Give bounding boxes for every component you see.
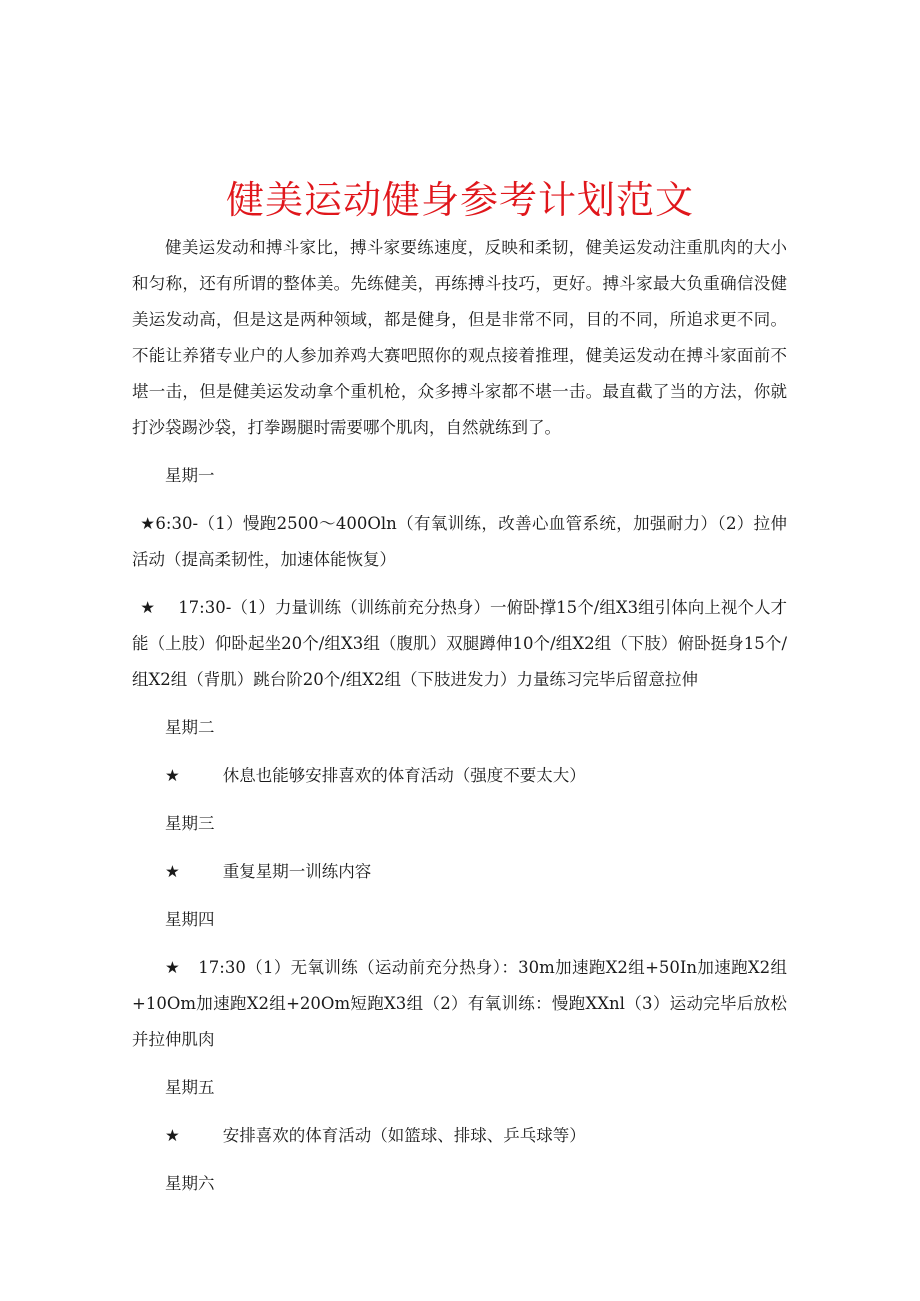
schedule-item (132, 758, 787, 794)
day-heading-wednesday: 星期三 (165, 814, 215, 833)
schedule-item (132, 950, 787, 1058)
schedule-item-text: 重复星期一训练内容 (222, 862, 372, 881)
day-heading-monday: 星期一 (165, 466, 215, 485)
star-icon: ★ (165, 1126, 180, 1145)
intro-paragraph: 健美运发动和搏斗家比，搏斗家要练速度，反映和柔韧，健美运发动注重肌肉的大小和匀称，还有所谓的整体美。先练健美，再练搏斗技巧，更好。搏斗家最大负重确信没健美运发动高，但是这是两种领域，都是健身，但是非常不同，目的不同，所追求更不同。不能让养猪专业户的人参加养鸡大赛吧照你的观点接着推理，健美运发动在搏斗家面前不堪一击，但是健美运发动拿个重机枪，众多搏斗家都不堪一击。最直截了当的方法，你就打沙袋踢沙袋，打拳踢腿时需要哪个肌肉，自然就练到了。 (132, 238, 787, 437)
document-title: 健美运动健身参考计划范文 (225, 178, 694, 222)
schedule-item (132, 854, 787, 890)
schedule-item-text: 6:30-（1）慢跑2500～400Oln（有氧训练，改善心血管系统，加强耐力）（2）拉伸活动（提高柔韧性，加速体能恢复） (132, 514, 787, 569)
star-icon: ★ (165, 958, 181, 977)
star-icon: ★ (165, 862, 180, 881)
star-icon: ★ (165, 766, 180, 785)
schedule-item-text: 17:30-（1）力量训练（训练前充分热身）一俯卧撑15个/组X3组引体向上视个人才能（上肢）仰卧起坐20个/组X3组（腹肌）双腿蹲伸10个/组X2组（下肢）俯卧挺身15个/组X2组（背肌）跳台阶20个/组X2组（下肢进发力）力量练习完毕后留意拉伸 (132, 598, 787, 689)
schedule-item-text: 安排喜欢的体育活动（如篮球、排球、乒乓球等） (222, 1126, 586, 1145)
schedule-item (132, 506, 787, 578)
schedule-item-text: 17:30（1）无氧训练（运动前充分热身）：30m加速跑X2组+50In加速跑X2组+10Om加速跑X2组+20Om短跑X3组（2）有氧训练：慢跑XXnl（3）运动完毕后放松并拉伸肌肉 (132, 958, 787, 1049)
schedule-item (132, 1118, 787, 1154)
star-icon: ★ (140, 514, 156, 533)
schedule-item (132, 590, 787, 698)
day-heading-saturday: 星期六 (165, 1174, 215, 1193)
schedule-item-text: 休息也能够安排喜欢的体育活动（强度不要太大） (222, 766, 586, 785)
star-icon: ★ (140, 598, 156, 617)
day-heading-thursday: 星期四 (165, 910, 215, 929)
day-heading-tuesday: 星期二 (165, 718, 215, 737)
document-body (132, 230, 787, 1214)
day-heading-friday: 星期五 (165, 1078, 215, 1097)
